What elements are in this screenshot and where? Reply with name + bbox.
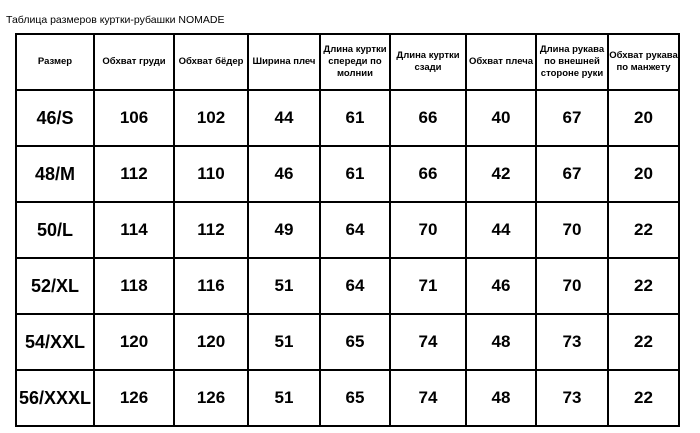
header-sleeve-length: Длина рукава по внешней стороне руки	[536, 34, 608, 90]
table-cell: 120	[174, 314, 248, 370]
table-cell: 40	[466, 90, 536, 146]
table-cell: 51	[248, 314, 320, 370]
table-cell: 22	[608, 258, 679, 314]
page-title: Таблица размеров куртки-рубашки NOMADE	[6, 14, 225, 26]
table-row	[16, 146, 679, 202]
size-cell: 54/XXL	[16, 314, 94, 370]
table-cell: 51	[248, 258, 320, 314]
header-size: Размер	[16, 34, 94, 90]
table-cell: 65	[320, 370, 390, 426]
table-cell: 66	[390, 90, 466, 146]
table-cell: 20	[608, 90, 679, 146]
table-cell: 64	[320, 258, 390, 314]
table-cell: 73	[536, 370, 608, 426]
size-table	[15, 33, 680, 427]
table-cell: 48	[466, 370, 536, 426]
header-cuff: Обхват рукава по манжету	[608, 34, 679, 90]
table-cell: 67	[536, 90, 608, 146]
table-cell: 110	[174, 146, 248, 202]
table-cell: 44	[466, 202, 536, 258]
header-chest: Обхват груди	[94, 34, 174, 90]
table-cell: 126	[94, 370, 174, 426]
table-cell: 114	[94, 202, 174, 258]
table-cell: 70	[390, 202, 466, 258]
size-cell: 46/S	[16, 90, 94, 146]
table-cell: 102	[174, 90, 248, 146]
table-cell: 42	[466, 146, 536, 202]
header-row	[16, 34, 679, 90]
header-back-length: Длина куртки сзади	[390, 34, 466, 90]
table-cell: 49	[248, 202, 320, 258]
size-cell: 56/XXXL	[16, 370, 94, 426]
table-cell: 112	[94, 146, 174, 202]
table-cell: 74	[390, 314, 466, 370]
table-row	[16, 314, 679, 370]
table-cell: 22	[608, 370, 679, 426]
size-cell: 48/M	[16, 146, 94, 202]
table-cell: 20	[608, 146, 679, 202]
table-cell: 70	[536, 202, 608, 258]
table-cell: 61	[320, 146, 390, 202]
table-cell: 44	[248, 90, 320, 146]
table-cell: 46	[466, 258, 536, 314]
table-cell: 71	[390, 258, 466, 314]
table-cell: 74	[390, 370, 466, 426]
table-cell: 22	[608, 314, 679, 370]
header-hips: Обхват бёдер	[174, 34, 248, 90]
header-upper-arm: Обхват плеча	[466, 34, 536, 90]
table-cell: 64	[320, 202, 390, 258]
table-cell: 106	[94, 90, 174, 146]
table-cell: 65	[320, 314, 390, 370]
table-cell: 66	[390, 146, 466, 202]
table-cell: 112	[174, 202, 248, 258]
table-cell: 118	[94, 258, 174, 314]
table-row	[16, 202, 679, 258]
table-cell: 46	[248, 146, 320, 202]
table-cell: 116	[174, 258, 248, 314]
table-cell: 73	[536, 314, 608, 370]
table-cell: 22	[608, 202, 679, 258]
table-row	[16, 258, 679, 314]
table-cell: 61	[320, 90, 390, 146]
header-shoulder-width: Ширина плеч	[248, 34, 320, 90]
table-row	[16, 370, 679, 426]
table-cell: 70	[536, 258, 608, 314]
table-cell: 51	[248, 370, 320, 426]
table-cell: 48	[466, 314, 536, 370]
header-front-length: Длина куртки спереди по молнии	[320, 34, 390, 90]
table-cell: 120	[94, 314, 174, 370]
table-row	[16, 90, 679, 146]
size-cell: 50/L	[16, 202, 94, 258]
table-cell: 126	[174, 370, 248, 426]
size-cell: 52/XL	[16, 258, 94, 314]
table-cell: 67	[536, 146, 608, 202]
